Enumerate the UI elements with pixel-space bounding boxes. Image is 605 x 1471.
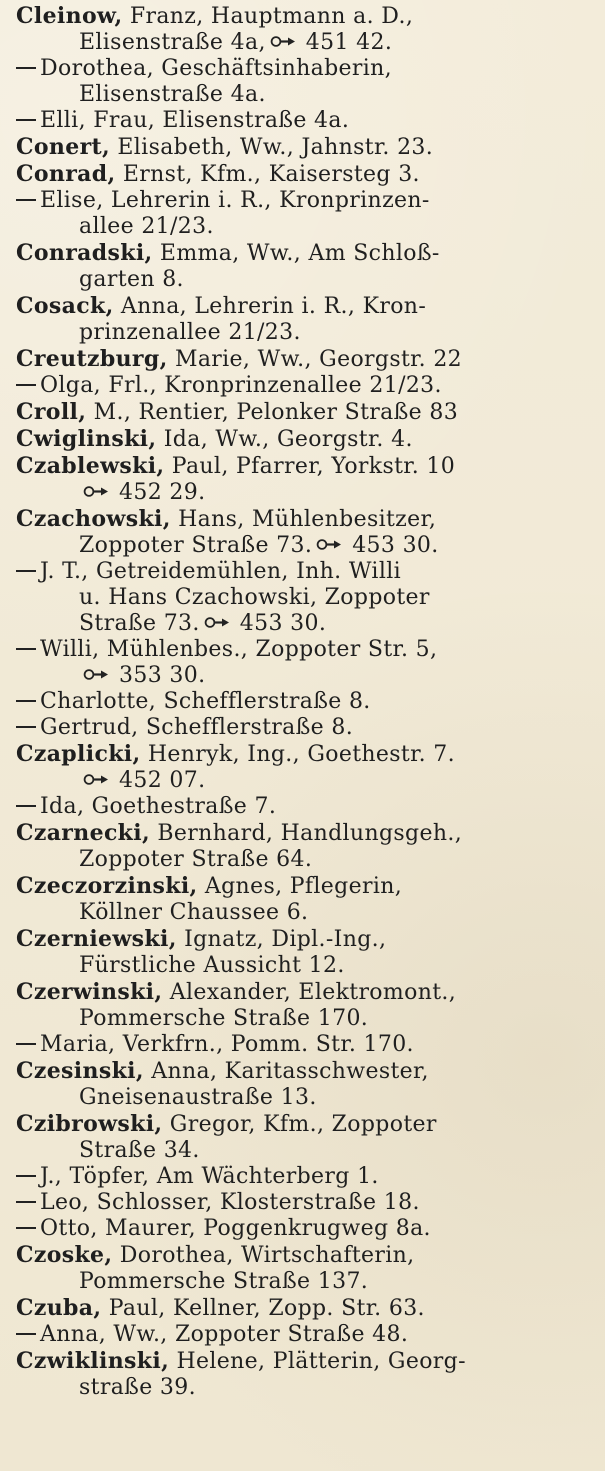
entry-surname: Czesinski, (16, 1058, 144, 1084)
entry-surname: Czarnecki, (16, 820, 150, 846)
entry-address: Zoppoter Straße 64. (79, 847, 313, 872)
entry-details: Leo, Schlosser, Klosterstraße 18. (40, 1190, 420, 1215)
directory-entry (16, 873, 595, 926)
entry-address: Elisenstraße 4a. (79, 82, 266, 107)
entry-continuation-line (16, 953, 595, 979)
entry-continuation-line (16, 768, 595, 794)
entry-details: J., Töpfer, Am Wächterberg 1. (40, 1164, 379, 1189)
telephone-symbol-icon (83, 668, 111, 681)
entry-details: Ida, Ww., Georgstr. 4. (163, 427, 413, 452)
directory-entry (16, 741, 595, 794)
entry-continuation-line (16, 1006, 595, 1032)
entry-first-line (16, 794, 595, 820)
telephone-symbol-icon (270, 35, 298, 48)
directory-entry (16, 559, 595, 637)
directory-entry (16, 926, 595, 979)
repeat-surname-dash (16, 1201, 36, 1203)
entry-details: Marie, Ww., Georgstr. 22 (174, 347, 463, 372)
directory-entry (16, 1242, 595, 1295)
entry-phone-number: 453 30. (352, 533, 439, 558)
entry-details: Paul, Kellner, Zopp. Str. 63. (108, 1296, 425, 1321)
entry-surname: Czeczorzinski, (16, 873, 198, 899)
entry-details: Hans, Mühlenbesitzer, (178, 507, 437, 532)
entry-details: Ignatz, Dipl.-Ing., (184, 927, 387, 952)
directory-entry (16, 346, 595, 373)
telephone-symbol-icon (316, 538, 344, 551)
repeat-surname-dash (16, 805, 36, 807)
entry-surname: Cosack, (16, 293, 114, 319)
directory-entry (16, 56, 595, 108)
entry-first-line (16, 161, 595, 188)
entry-address: Pommersche Straße 137. (79, 1269, 369, 1294)
entry-continuation-line (16, 214, 595, 240)
repeat-surname-dash (16, 384, 36, 386)
directory-entry (16, 1164, 595, 1190)
entry-phone-number: 452 07. (119, 768, 206, 793)
entry-first-line (16, 399, 595, 426)
entry-details: Paul, Pfarrer, Yorkstr. 10 (171, 454, 456, 479)
repeat-surname-dash (16, 700, 36, 702)
entry-continuation-line (16, 267, 595, 293)
entry-surname: Czaplicki, (16, 741, 141, 767)
entry-surname: Conradski, (16, 240, 153, 266)
entry-first-line (16, 240, 595, 267)
directory-entry (16, 1216, 595, 1242)
entry-continuation-line (16, 663, 595, 689)
entry-first-line (16, 134, 595, 161)
entry-phone-number: 451 42. (305, 30, 393, 55)
entry-details: M., Rentier, Pelonker Straße 83 (93, 400, 459, 425)
entry-details: Henryk, Ing., Goethestr. 7. (147, 742, 455, 767)
entry-details: Otto, Maurer, Poggenkrugweg 8a. (40, 1216, 431, 1241)
telephone-symbol-icon (204, 616, 232, 629)
entry-continuation-line (16, 1269, 595, 1295)
directory-entry (16, 453, 595, 506)
entry-first-line (16, 926, 595, 953)
entry-surname: Czablewski, (16, 453, 165, 479)
entry-details: Ernst, Kfm., Kaisersteg 3. (122, 162, 420, 187)
entry-details: Dorothea, Wirtschafterin, (119, 1243, 415, 1268)
entry-first-line (16, 715, 595, 741)
entry-first-line (16, 1190, 595, 1216)
directory-entry (16, 794, 595, 820)
entry-surname: Czuba, (16, 1295, 102, 1321)
entry-details: Bernhard, Handlungsgeh., (157, 821, 463, 846)
directory-entry (16, 820, 595, 873)
directory-entry (16, 399, 595, 426)
repeat-surname-dash (16, 199, 36, 201)
directory-entry (16, 1295, 595, 1322)
directory-entry (16, 1190, 595, 1216)
entry-first-line (16, 1295, 595, 1322)
entry-first-line (16, 1242, 595, 1269)
directory-entry (16, 1322, 595, 1348)
directory-entry (16, 240, 595, 293)
entry-first-line (16, 559, 595, 585)
entry-details: Charlotte, Schefflerstraße 8. (40, 689, 371, 714)
entry-address: Gneisenaustraße 13. (79, 1085, 317, 1110)
entry-list (16, 3, 595, 1401)
repeat-surname-dash (16, 119, 36, 121)
entry-details: Franz, Hauptmann a. D., (129, 4, 414, 29)
entry-details: Gertrud, Schefflerstraße 8. (40, 715, 354, 740)
entry-surname: Creutzburg, (16, 346, 168, 372)
entry-surname: Czoske, (16, 1242, 113, 1268)
entry-address: Zoppoter Straße 73. (79, 533, 313, 558)
entry-address: straße 39. (79, 1375, 196, 1400)
entry-details: Helene, Plätterin, Georg- (176, 1349, 466, 1374)
directory-entry (16, 506, 595, 559)
entry-first-line (16, 506, 595, 533)
entry-first-line (16, 979, 595, 1006)
entry-address: Pommersche Straße 170. (79, 1006, 369, 1031)
entry-first-line (16, 373, 595, 399)
entry-details: Ida, Goethestraße 7. (40, 794, 277, 819)
entry-first-line (16, 637, 595, 663)
entry-first-line (16, 1322, 595, 1348)
entry-continuation-line (16, 611, 595, 637)
entry-continuation-line (16, 847, 595, 873)
entry-surname: Czachowski, (16, 506, 171, 532)
entry-details: J. T., Getreidemühlen, Inh. Willi (40, 559, 401, 584)
telephone-symbol-icon (83, 485, 111, 498)
entry-first-line (16, 188, 595, 214)
entry-surname: Cleinow, (16, 3, 123, 29)
repeat-surname-dash (16, 1175, 36, 1177)
entry-details: Anna, Lehrerin i. R., Kron- (120, 294, 427, 319)
directory-entry (16, 293, 595, 346)
entry-address: prinzenallee 21/23. (79, 320, 301, 345)
entry-phone-number: 452 29. (119, 480, 206, 505)
repeat-surname-dash (16, 570, 36, 572)
repeat-surname-dash (16, 67, 36, 69)
entry-continuation-line (16, 1375, 595, 1401)
entry-surname: Czerwinski, (16, 979, 163, 1005)
entry-details: Olga, Frl., Kronprinzenallee 21/23. (40, 373, 442, 398)
directory-entry (16, 689, 595, 715)
entry-surname: Conrad, (16, 161, 116, 187)
directory-entry (16, 1348, 595, 1401)
entry-continuation-line (16, 480, 595, 506)
directory-entry (16, 715, 595, 741)
entry-first-line (16, 820, 595, 847)
entry-first-line (16, 741, 595, 768)
entry-first-line (16, 1348, 595, 1375)
entry-surname: Conert, (16, 134, 111, 160)
entry-first-line (16, 1164, 595, 1190)
directory-entry (16, 161, 595, 188)
entry-surname: Czibrowski, (16, 1111, 163, 1137)
entry-first-line (16, 873, 595, 900)
directory-entry (16, 134, 595, 161)
entry-details: Anna, Karitasschwester, (151, 1059, 429, 1084)
entry-details: Maria, Verkfrn., Pomm. Str. 170. (40, 1032, 414, 1057)
entry-first-line (16, 346, 595, 373)
entry-continuation-line (16, 320, 595, 346)
entry-surname: Cwiglinski, (16, 426, 157, 452)
entry-first-line (16, 1216, 595, 1242)
entry-address: Straße 73. (79, 611, 200, 636)
entry-continuation-line (16, 82, 595, 108)
entry-details: Anna, Ww., Zoppoter Straße 48. (40, 1322, 409, 1347)
entry-continuation-line (16, 533, 595, 559)
entry-address: Straße 34. (79, 1138, 200, 1163)
directory-entry (16, 637, 595, 689)
directory-entry (16, 1111, 595, 1164)
entry-first-line (16, 1111, 595, 1138)
entry-details: Elli, Frau, Elisenstraße 4a. (40, 108, 350, 133)
directory-entry (16, 426, 595, 453)
entry-first-line (16, 453, 595, 480)
entry-address: Fürstliche Aussicht 12. (79, 953, 345, 978)
telephone-symbol-icon (83, 773, 111, 786)
directory-entry (16, 108, 595, 134)
entry-continuation-line (16, 900, 595, 926)
entry-surname: Croll, (16, 399, 87, 425)
entry-address: Elisenstraße 4a, (79, 30, 266, 55)
entry-address: allee 21/23. (79, 214, 214, 239)
entry-continuation-line (16, 585, 595, 611)
entry-details: Elise, Lehrerin i. R., Kronprinzen- (40, 188, 430, 213)
entry-phone-number: 353 30. (119, 663, 206, 688)
entry-phone-number: 453 30. (239, 611, 327, 636)
entry-first-line (16, 1058, 595, 1085)
directory-entry (16, 3, 595, 56)
entry-details: Emma, Ww., Am Schloß- (159, 241, 440, 266)
directory-entry (16, 373, 595, 399)
directory-entry (16, 1058, 595, 1111)
entry-details: Elisabeth, Ww., Jahnstr. 23. (117, 135, 434, 160)
directory-entry (16, 188, 595, 240)
entry-first-line (16, 1032, 595, 1058)
entry-continuation-line (16, 1138, 595, 1164)
entry-first-line (16, 689, 595, 715)
repeat-surname-dash (16, 1043, 36, 1045)
entry-first-line (16, 426, 595, 453)
entry-continuation-line (16, 30, 595, 56)
entry-details: Willi, Mühlenbes., Zoppoter Str. 5, (40, 637, 438, 662)
repeat-surname-dash (16, 1227, 36, 1229)
entry-first-line (16, 293, 595, 320)
entry-first-line (16, 108, 595, 134)
entry-surname: Czerniewski, (16, 926, 177, 952)
entry-continuation-line (16, 1085, 595, 1111)
entry-first-line (16, 56, 595, 82)
entry-surname: Czwiklinski, (16, 1348, 170, 1374)
entry-details: Gregor, Kfm., Zoppoter (169, 1112, 437, 1137)
directory-entry (16, 979, 595, 1032)
entry-address: garten 8. (79, 267, 184, 292)
entry-address: u. Hans Czachowski, Zoppoter (79, 585, 430, 610)
directory-entry (16, 1032, 595, 1058)
entry-details: Agnes, Pflegerin, (204, 874, 403, 899)
entry-first-line (16, 3, 595, 30)
repeat-surname-dash (16, 648, 36, 650)
entry-address: Köllner Chaussee 6. (79, 900, 309, 925)
repeat-surname-dash (16, 1333, 36, 1335)
entry-details: Dorothea, Geschäftsinhaberin, (40, 56, 392, 81)
repeat-surname-dash (16, 726, 36, 728)
entry-details: Alexander, Elektromont., (169, 980, 457, 1005)
